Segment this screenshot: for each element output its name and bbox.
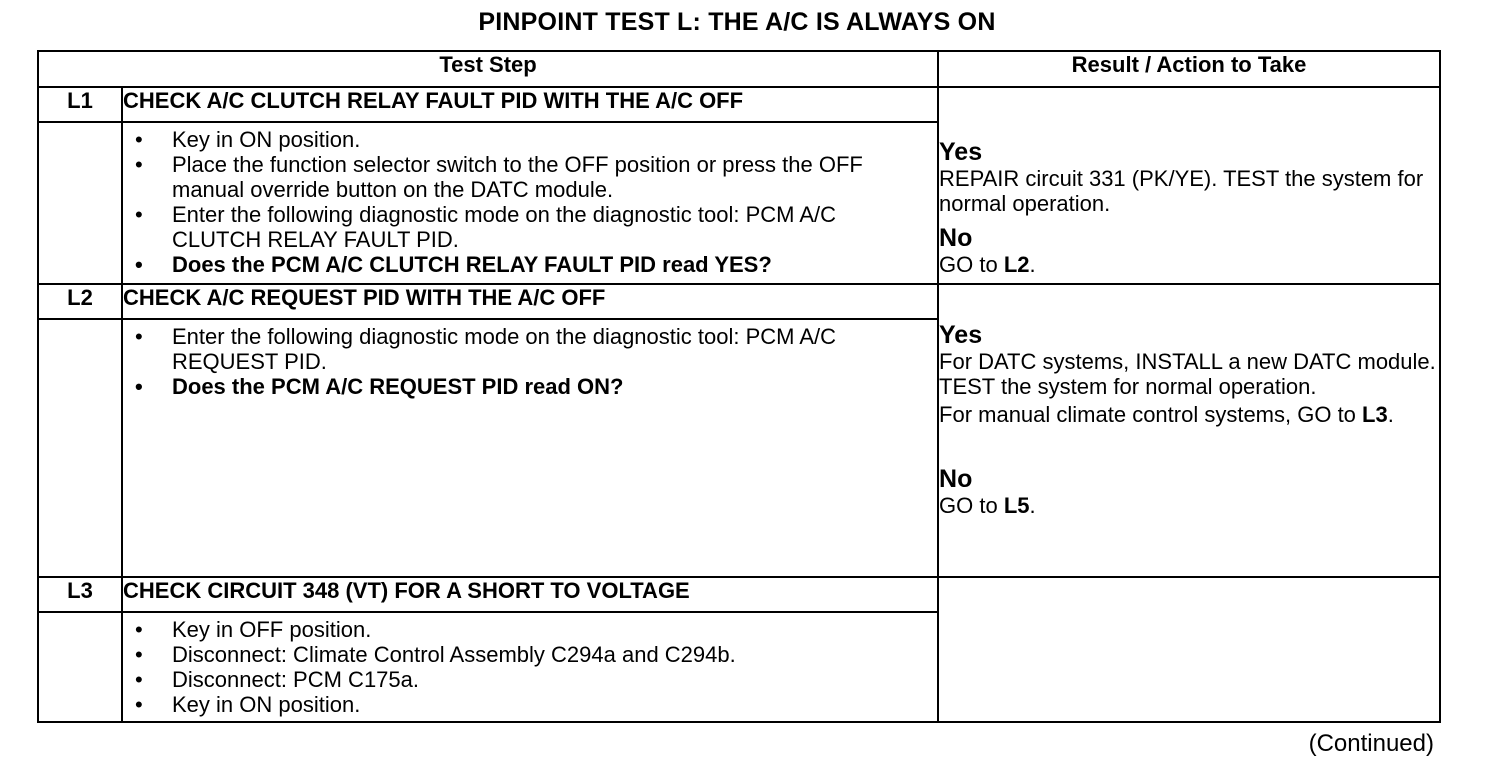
list-item: • Does the PCM A/C CLUTCH RELAY FAULT PID read YES? bbox=[135, 252, 772, 277]
step-code: L2 bbox=[38, 284, 122, 319]
step-l3-title-row bbox=[38, 577, 1440, 612]
no-label: No bbox=[939, 224, 973, 252]
pinpoint-test-table bbox=[37, 50, 1441, 723]
header-test-step: Test Step bbox=[38, 51, 938, 87]
continued-note: (Continued) bbox=[1308, 730, 1434, 757]
yes-action: REPAIR circuit 331 (PK/YE). TEST the system for normal operation. bbox=[939, 166, 1424, 216]
yes-label: Yes bbox=[939, 321, 983, 349]
step-body bbox=[122, 122, 938, 284]
yes-action-manual: For manual climate control systems, GO to L3. bbox=[939, 402, 1394, 427]
list-item: • Key in ON position. bbox=[135, 692, 361, 717]
step-l2-title-row bbox=[38, 284, 1440, 319]
list-item: • Enter the following diagnostic mode on the diagnostic tool: PCM A/C CLUTCH RELAY FAULT PID. bbox=[135, 202, 837, 252]
step-body bbox=[122, 319, 938, 577]
list-item: • Key in OFF position. bbox=[135, 617, 372, 642]
no-action: GO to L2. bbox=[939, 252, 1036, 277]
step-ref: L2 bbox=[1003, 252, 1030, 277]
step-l2-result bbox=[938, 284, 1440, 577]
yes-action: For DATC systems, INSTALL a new DATC module. TEST the system for normal operation. bbox=[939, 349, 1436, 399]
step-ref: L5 bbox=[1003, 493, 1030, 518]
step-l1-title-row bbox=[38, 87, 1440, 122]
step-code: L3 bbox=[38, 577, 122, 612]
list-item: • Enter the following diagnostic mode on the diagnostic tool: PCM A/C REQUEST PID. bbox=[135, 324, 837, 374]
no-action: GO to L5. bbox=[939, 493, 1036, 518]
step-body bbox=[122, 612, 938, 722]
list-item: • Key in ON position. bbox=[135, 127, 361, 152]
step-l3-result bbox=[938, 577, 1440, 722]
table-header-row bbox=[38, 51, 1440, 87]
step-title: CHECK A/C CLUTCH RELAY FAULT PID WITH THE A/C OFF bbox=[122, 87, 938, 122]
step-ref: L3 bbox=[1362, 402, 1388, 427]
no-label: No bbox=[939, 465, 973, 493]
list-item: • Disconnect: PCM C175a. bbox=[135, 667, 419, 692]
step-title: CHECK A/C REQUEST PID WITH THE A/C OFF bbox=[122, 284, 938, 319]
yes-label: Yes bbox=[939, 138, 983, 166]
list-item: • Disconnect: Climate Control Assembly C294a and C294b. bbox=[135, 642, 736, 667]
step-code: L1 bbox=[38, 87, 122, 122]
header-result: Result / Action to Take bbox=[938, 51, 1440, 87]
step-l1-result bbox=[938, 87, 1440, 284]
page-title: PINPOINT TEST L: THE A/C IS ALWAYS ON bbox=[478, 8, 996, 36]
list-item: • Does the PCM A/C REQUEST PID read ON? bbox=[135, 374, 624, 399]
step-title: CHECK CIRCUIT 348 (VT) FOR A SHORT TO VOLTAGE bbox=[122, 577, 938, 612]
list-item: • Place the function selector switch to the OFF position or press the OFF manual override button on the DATC module. bbox=[135, 152, 863, 202]
